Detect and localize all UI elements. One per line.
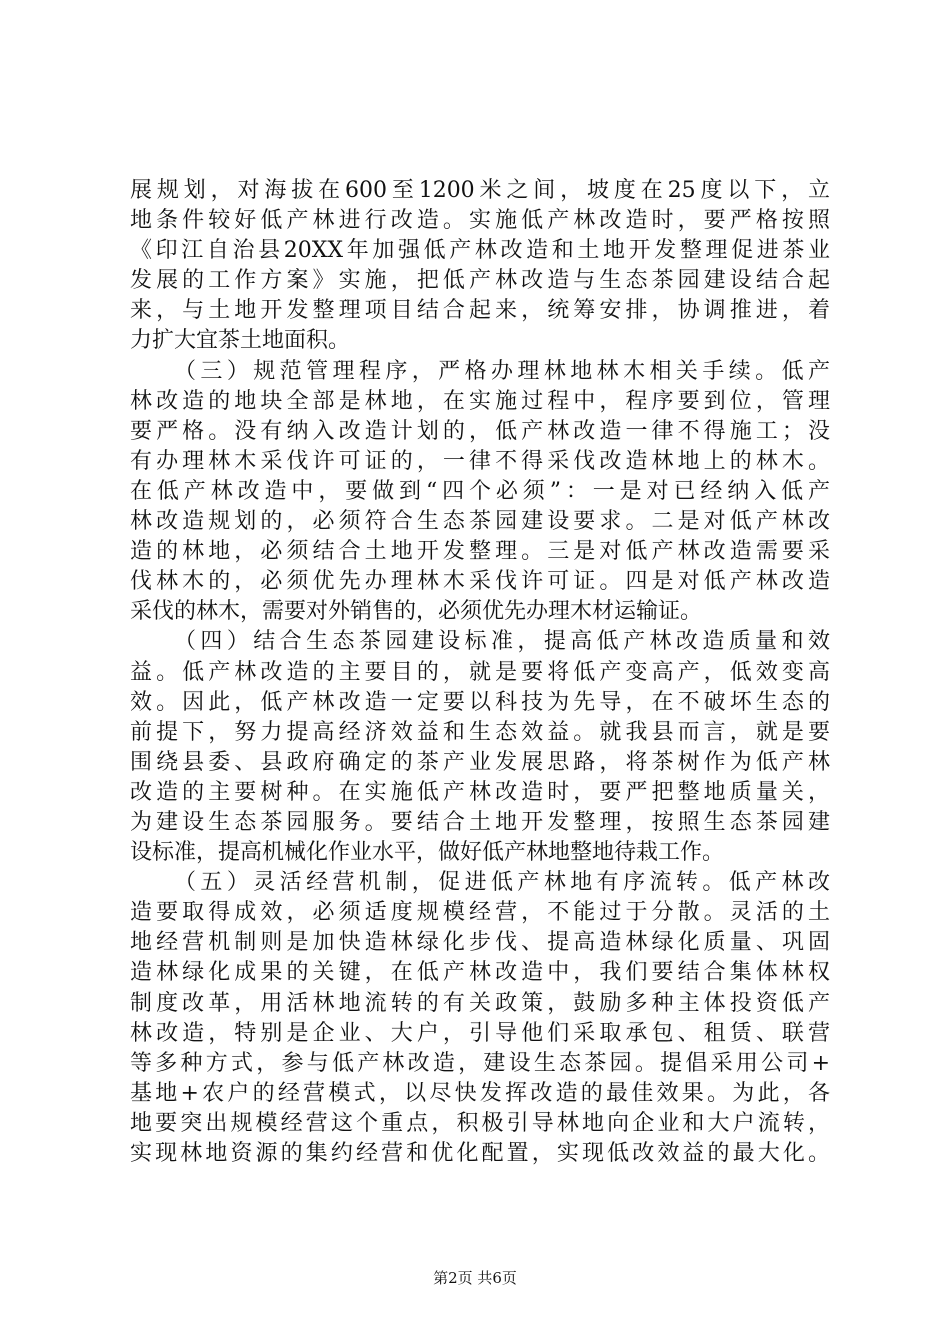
text-line: 造的林地，必须结合土地开发整理。三是对低产林改造需要采 [130,539,830,565]
text-line: 在低产林改造中，要做到“四个必须”：一是对已经纳入低产 [130,478,830,504]
text-line: 造要取得成效，必须适度规模经营，不能过于分散。灵活的土 [130,900,830,926]
text-line: 伐林木的，必须优先办理林木采伐许可证。四是对低产林改造 [130,569,830,595]
text-line: 林改造的地块全部是林地，在实施过程中，程序要到位，管理 [130,388,830,414]
text-line: 制度改革，用活林地流转的有关政策，鼓励多种主体投资低产 [130,990,830,1016]
text-line: 林改造规划的，必须符合生态茶园建设要求。二是对低产林改 [130,509,830,535]
text-line: 基地+农户的经营模式，以尽快发挥改造的最佳效果。为此，各 [130,1080,830,1106]
text-line: 前提下，努力提高经济效益和生态效益。就我县而言，就是要 [130,719,830,745]
text-line: 效。因此，低产林改造一定要以科技为先导，在不破坏生态的 [130,689,830,715]
section-heading-line: （三）规范管理程序，严格办理林地林木相关手续。低产 [174,358,830,384]
text-line: 有办理林木采伐许可证的，一律不得采伐改造林地上的林木。 [130,448,830,474]
text-line: 围绕县委、县政府确定的茶产业发展思路，将茶树作为低产林 [130,749,830,775]
text-line: 林改造，特别是企业、大户，引导他们采取承包、租赁、联营 [130,1020,830,1046]
text-line: 改造的主要树种。在实施低产林改造时，要严把整地质量关， [130,779,830,805]
text-line: 力扩大宜茶土地面积。 [130,328,351,354]
text-line: 地要突出规模经营这个重点，积极引导林地向企业和大户流转， [130,1110,830,1136]
text-line: 采伐的林木，需要对外销售的，必须优先办理木材运输证。 [130,599,703,625]
text-line: 等多种方式，参与低产林改造，建设生态茶园。提倡采用公司+ [130,1050,830,1076]
text-line: 《印江自治县20XX年加强低产林改造和土地开发整理促进茶业 [130,238,830,264]
text-line: 要严格。没有纳入改造计划的，低产林改造一律不得施工；没 [130,418,830,444]
section-heading-line: （四）结合生态茶园建设标准，提高低产林改造质量和效 [174,629,830,655]
text-line: 益。低产林改造的主要目的，就是要将低产变高产，低效变高 [130,659,830,685]
section-heading-line: （五）灵活经营机制，促进低产林地有序流转。低产林改 [174,870,830,896]
document-body [130,176,830,1169]
text-line: 来，与土地开发整理项目结合起来，统筹安排，协调推进，着 [130,298,830,324]
text-line: 发展的工作方案》实施，把低产林改造与生态茶园建设结合起 [130,268,830,294]
text-line: 地条件较好低产林进行改造。实施低产林改造时，要严格按照 [130,208,830,234]
text-line: 设标准，提高机械化作业水平，做好低产林地整地待栽工作。 [130,840,725,866]
page-number-footer: 第2页 共6页 [433,1269,517,1287]
text-line: 造林绿化成果的关键，在低产林改造中，我们要结合集体林权 [130,960,830,986]
text-line: 展规划，对海拔在600至1200米之间，坡度在25度以下，立 [130,178,830,203]
text-line: 为建设生态茶园服务。要结合土地开发整理，按照生态茶园建 [130,809,830,835]
text-line: 实现林地资源的集约经营和优化配置，实现低改效益的最大化。 [130,1141,830,1166]
text-line: 地经营机制则是加快造林绿化步伐、提高造林绿化质量、巩固 [130,930,830,956]
